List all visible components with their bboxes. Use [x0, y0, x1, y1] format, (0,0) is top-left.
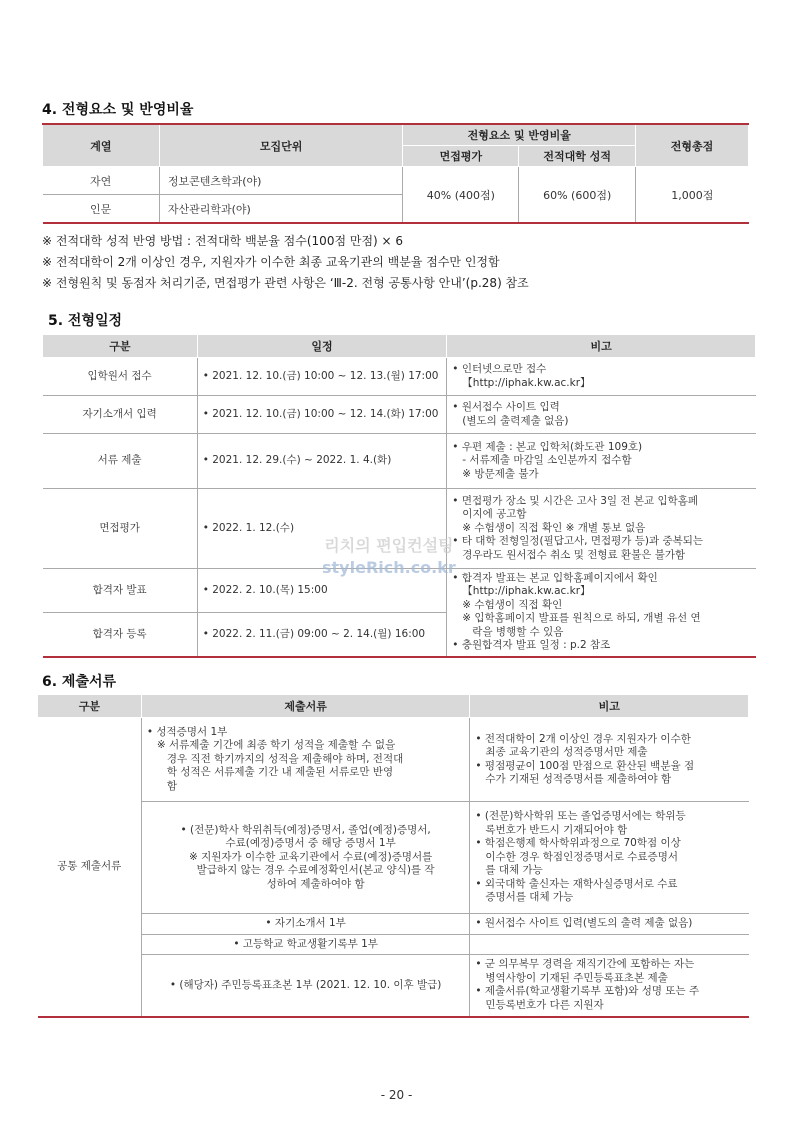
remark-line: ※ 방문제출 불가 — [462, 467, 539, 480]
documents-cell — [141, 934, 470, 955]
total-value: 1,000점 — [636, 167, 749, 224]
interview-value: 40% (400점) — [403, 167, 519, 224]
remarks-cell — [470, 802, 749, 914]
header-total: 전형총점 — [636, 124, 749, 167]
table-row — [38, 718, 749, 802]
remark-line: 를 대체 가능 — [485, 864, 543, 877]
remark-line: 수가 기재된 성적증명서를 제출하여야 함 — [485, 773, 672, 785]
remarks-cell — [447, 358, 756, 396]
remark-line: • 타 대학 전형일정(필답고사, 면접평가 등)과 중복되는 — [452, 535, 704, 548]
header-documents: 제출서류 — [141, 695, 470, 718]
remark-line: • (전문)학사학위 또는 졸업증명서에는 학위등 — [475, 810, 686, 823]
doc-line: ※ 지원자가 이수한 교육기관에서 수료(예정)증명서를 — [188, 850, 433, 863]
documents-table — [37, 694, 749, 1018]
schedule-cell: • 2022. 1. 12.(수) — [197, 489, 447, 569]
table-row — [43, 396, 756, 434]
remark-line: (별도의 출력제출 없음) — [462, 414, 569, 427]
remark-line: ※ 수험생이 직접 확인 — [462, 598, 563, 611]
doc-line: • (전문)학사 학위취득(예정)증명서, 졸업(예정)증명서, — [180, 823, 431, 836]
remark-line: 락을 병행할 수 있음 — [472, 625, 564, 638]
announce-remarks-cell — [447, 569, 756, 657]
watermark — [322, 535, 456, 579]
category-cell: 합격자 등록 — [43, 613, 198, 657]
table-row — [38, 955, 749, 1017]
schedule-cell: • 2021. 12. 10.(금) 10:00 ~ 12. 13.(월) 17:00 — [197, 358, 447, 396]
table-row — [38, 914, 749, 935]
unit-cell: 자산관리학과(야) — [159, 195, 403, 224]
note: ※ 전적대학 성적 반영 방법 : 전적대학 백분율 점수(100점 만점) × 6 — [42, 234, 404, 248]
field-cell: 인문 — [43, 195, 160, 224]
doc-line: • 성적증명서 1부 — [146, 725, 228, 738]
remark-line: • 평점평균이 100점 만점으로 환산된 백분율 점 — [475, 759, 695, 772]
table-row — [38, 802, 749, 914]
doc-line: 발급하지 않는 경우 수료예정확인서(본교 양식)를 작 — [196, 864, 435, 877]
note: ※ 전형원칙 및 동점자 처리기준, 면접평가 관련 사항은 ‘Ⅲ-2. 전형 공통사항 안내’(p.28) 참조 — [42, 276, 529, 290]
section4-notes — [42, 231, 529, 294]
remark-line: ※ 수험생이 직접 확인 ※ 개별 통보 없음 — [462, 521, 646, 534]
header-unit: 모집단위 — [159, 124, 403, 167]
remark-line: - 서류제출 마감일 소인분까지 접수함 — [462, 454, 632, 467]
remark-line: • 원서접수 사이트 입력(별도의 출력 제출 없음) — [475, 917, 693, 929]
remarks-cell — [470, 955, 749, 1017]
remark-line: 증명서를 대체 가능 — [485, 891, 574, 904]
remark-line: • 합격자 발표는 본교 입학홈페이지에서 확인 — [452, 571, 658, 584]
schedule-cell: • 2021. 12. 10.(금) 10:00 ~ 12. 14.(화) 17:00 — [197, 396, 447, 434]
remark-line: • 인터넷으로만 접수 — [452, 363, 547, 375]
header-interview: 면접평가 — [403, 146, 519, 167]
section6-title: 6. 제출서류 — [42, 674, 117, 690]
remark-line: 경우라도 원서접수 취소 및 전형료 환불은 불가함 — [462, 548, 686, 561]
header-field: 계열 — [43, 124, 160, 167]
header-remarks: 비고 — [447, 335, 756, 358]
header-category: 구분 — [43, 335, 198, 358]
remarks-cell — [447, 396, 756, 434]
remarks-cell — [470, 914, 749, 935]
section5-title: 5. 전형일정 — [48, 313, 123, 329]
watermark-line2: styleRich.co.kr — [322, 558, 456, 577]
field-cell: 자연 — [43, 167, 160, 195]
remark-line: 【http://iphak.kw.ac.kr】 — [462, 585, 591, 598]
category-cell: 자기소개서 입력 — [43, 396, 198, 434]
doc-line: • (해당자) 주민등록표초본 1부 (2021. 12. 10. 이후 발급) — [169, 978, 442, 991]
doc-line: • 고등학교 학교생활기록부 1부 — [233, 937, 378, 950]
remark-line: 최종 교육기관의 성적증명서만 제출 — [485, 746, 648, 758]
unit-cell: 정보콘텐츠학과(야) — [159, 167, 403, 195]
table-row — [43, 167, 749, 195]
remark-line: 이지에 공고함 — [462, 508, 527, 521]
category-cell: 서류 제출 — [43, 434, 198, 489]
table-row — [43, 358, 756, 396]
remark-line: • 전적대학이 2개 이상인 경우 지원자가 이수한 — [475, 732, 691, 745]
category-cell: 면접평가 — [43, 489, 198, 569]
category-cell: 공통 제출서류 — [38, 718, 142, 1017]
documents-cell — [141, 914, 470, 935]
documents-cell — [141, 718, 470, 802]
doc-line: 성하여 제출하여야 함 — [266, 877, 365, 890]
admission-elements-table — [42, 123, 749, 224]
header-remarks: 비고 — [470, 695, 749, 718]
table-row — [43, 434, 756, 489]
remark-line: 이수한 경우 학점인정증명서로 수료증명서 — [485, 850, 678, 863]
remark-line: • 학점은행제 학사학위과정으로 70학점 이상 — [475, 837, 681, 850]
header-schedule: 일정 — [197, 335, 447, 358]
doc-line: 함 — [166, 779, 178, 792]
doc-line: • 자기소개서 1부 — [265, 917, 346, 929]
remark-line: 【http://iphak.kw.ac.kr】 — [462, 376, 591, 389]
page-number: - 20 - — [380, 1088, 413, 1102]
doc-line: ※ 서류제출 기간에 최종 학기 성적을 제출할 수 없을 — [156, 739, 396, 752]
remarks-cell — [470, 718, 749, 802]
remark-line: • 외국대학 출신자는 재학사실증명서로 수료 — [475, 877, 678, 890]
note: ※ 전적대학이 2개 이상인 경우, 지원자가 이수한 최종 교육기관의 백분율 점수만 인정함 — [42, 255, 500, 269]
remarks-cell — [470, 934, 749, 955]
remark-line: 록번호가 반드시 기재되어야 함 — [485, 823, 628, 836]
remark-line: 민등록번호가 다른 지원자 — [485, 998, 604, 1011]
remark-line: • 충원합격자 발표 일정 : p.2 참조 — [452, 639, 611, 652]
table-row — [38, 934, 749, 955]
category-cell: 합격자 발표 — [43, 569, 198, 613]
remark-line: • 제출서류(학교생활기록부 포함)와 성명 또는 주 — [475, 985, 700, 998]
doc-line: 경우 직전 학기까지의 성적을 제출해야 하며, 전적대 — [166, 752, 404, 765]
schedule-table — [42, 334, 756, 658]
remark-line: • 원서접수 사이트 입력 — [452, 401, 560, 413]
schedule-cell: • 2022. 2. 10.(목) 15:00 — [197, 569, 447, 613]
remark-line: • 면접평가 장소 및 시간은 고사 3일 전 본교 입학홈페 — [452, 494, 699, 507]
remark-line: • 군 의무복무 경력을 재직기간에 포함하는 자는 — [475, 958, 695, 971]
remark-line: ※ 입학홈페이지 발표를 원칙으로 하되, 개별 유선 연 — [462, 612, 701, 625]
header-category: 구분 — [38, 695, 142, 718]
doc-line: 학 성적은 서류제출 기간 내 제출된 서류로만 반영 — [166, 766, 394, 779]
schedule-cell: • 2021. 12. 29.(수) ~ 2022. 1. 4.(화) — [197, 434, 447, 489]
section4-title: 4. 전형요소 및 반영비율 — [42, 102, 194, 118]
remarks-cell — [447, 434, 756, 489]
remark-line: 병역사항이 기재된 주민등록표초본 제출 — [485, 971, 668, 984]
documents-cell — [141, 955, 470, 1017]
header-elements: 전형요소 및 반영비율 — [403, 124, 636, 146]
remarks-cell — [447, 489, 756, 569]
watermark-line1: 리치의 편입컨설팅 — [324, 536, 454, 555]
remark-line: • 우편 제출 : 본교 입학처(화도관 109호) — [452, 440, 643, 453]
documents-cell — [141, 802, 470, 914]
header-grade: 전적대학 성적 — [519, 146, 636, 167]
grade-value: 60% (600점) — [519, 167, 636, 224]
schedule-cell: • 2022. 2. 11.(금) 09:00 ~ 2. 14.(월) 16:00 — [197, 613, 447, 657]
doc-line: 수료(예정)증명서 중 해당 증명서 1부 — [225, 837, 396, 850]
category-cell: 입학원서 접수 — [43, 358, 198, 396]
